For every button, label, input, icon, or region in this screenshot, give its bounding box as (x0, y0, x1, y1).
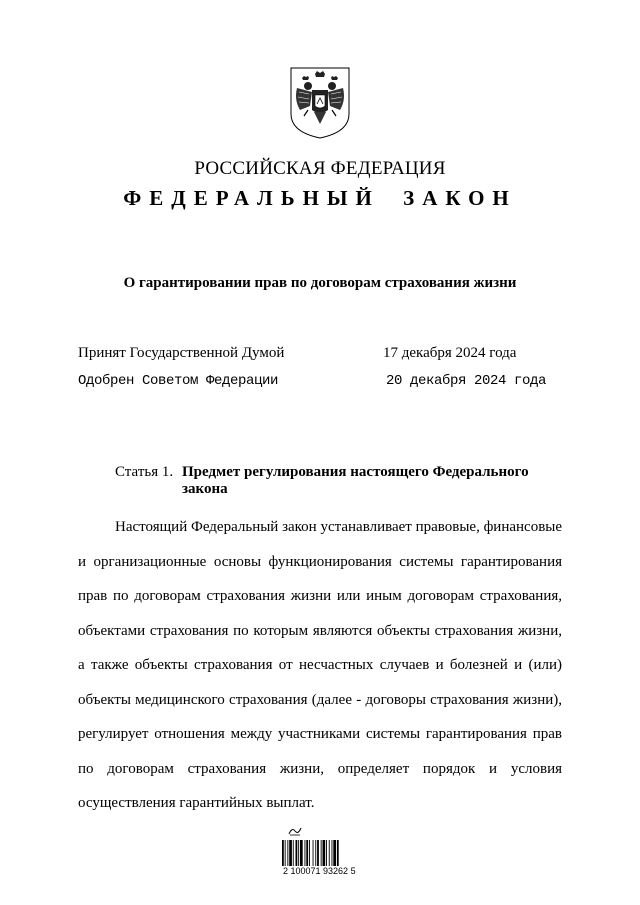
approved-by-council-label: Одобрен Советом Федерации (78, 373, 279, 389)
document-barcode (281, 826, 371, 880)
barcode-bar (306, 840, 308, 866)
barcode-bar (309, 840, 310, 866)
barcode-icon (281, 840, 361, 868)
barcode-bar (300, 840, 303, 866)
barcode-bar (289, 840, 292, 866)
law-title: О гарантировании прав по договорам страхования жизни (123, 275, 517, 291)
barcode-bar (326, 840, 327, 866)
adopted-date: 17 декабря 2024 года (383, 345, 517, 361)
barcode-bar (298, 840, 299, 866)
barcode-bar (315, 840, 316, 866)
coat-of-arms-icon (288, 66, 352, 140)
barcode-bar (293, 840, 294, 866)
article-text-line: осуществления гарантийных выплат. (78, 795, 315, 811)
article-text-line: прав по договорам страхования жизни или иным договорам страхования, (78, 588, 562, 604)
article-title-line: закона (182, 481, 228, 497)
article-text-line: объектами страхования по которым являются объекты страхования жизни, (78, 622, 562, 639)
article-title (182, 464, 552, 498)
barcode-bar (337, 840, 339, 866)
country-name: РОССИЙСКАЯ ФЕДЕРАЦИЯ (194, 158, 446, 179)
barcode-bar (296, 840, 298, 866)
article-text-line: объекты медицинского страхования (далее - договоры страхования жизни), (78, 691, 562, 708)
barcode-bar (305, 840, 306, 866)
registration-mark-icon (288, 826, 302, 836)
article-text-line: а также объекты страхования от несчастных случаев и болезней и (или) (78, 657, 562, 673)
barcode-bar (323, 840, 326, 866)
barcode-bar (317, 840, 319, 866)
article-body (78, 510, 562, 821)
barcode-bar (332, 840, 333, 866)
document-type: ФЕДЕРАЛЬНЫЙ ЗАКОН (123, 186, 517, 210)
article-text-line: регулирует отношения между участниками системы гарантирования прав (78, 726, 562, 742)
article-number: Статья 1. (115, 464, 174, 480)
approved-date: 20 декабря 2024 года (386, 373, 547, 389)
article-title-line: Предмет регулирования настоящего Федерального (182, 464, 529, 480)
article-text-line: и организационные основы функционирования системы гарантирования (78, 553, 562, 570)
barcode-bar (321, 840, 322, 866)
barcode-bar (287, 840, 288, 866)
article-text-line: по договорам страхования жизни, определяет порядок и условия (78, 760, 562, 777)
barcode-bar (282, 840, 284, 866)
article-text-line: Настоящий Федеральный закон устанавливает правовые, финансовые (115, 519, 562, 535)
barcode-bar (333, 840, 336, 866)
barcode-number: 2 100071 93262 5 (283, 866, 356, 876)
adopted-by-duma-label: Принят Государственной Думой (78, 345, 285, 361)
barcode-bar (285, 840, 286, 866)
barcode-bar (313, 840, 314, 866)
barcode-bar (329, 840, 330, 866)
